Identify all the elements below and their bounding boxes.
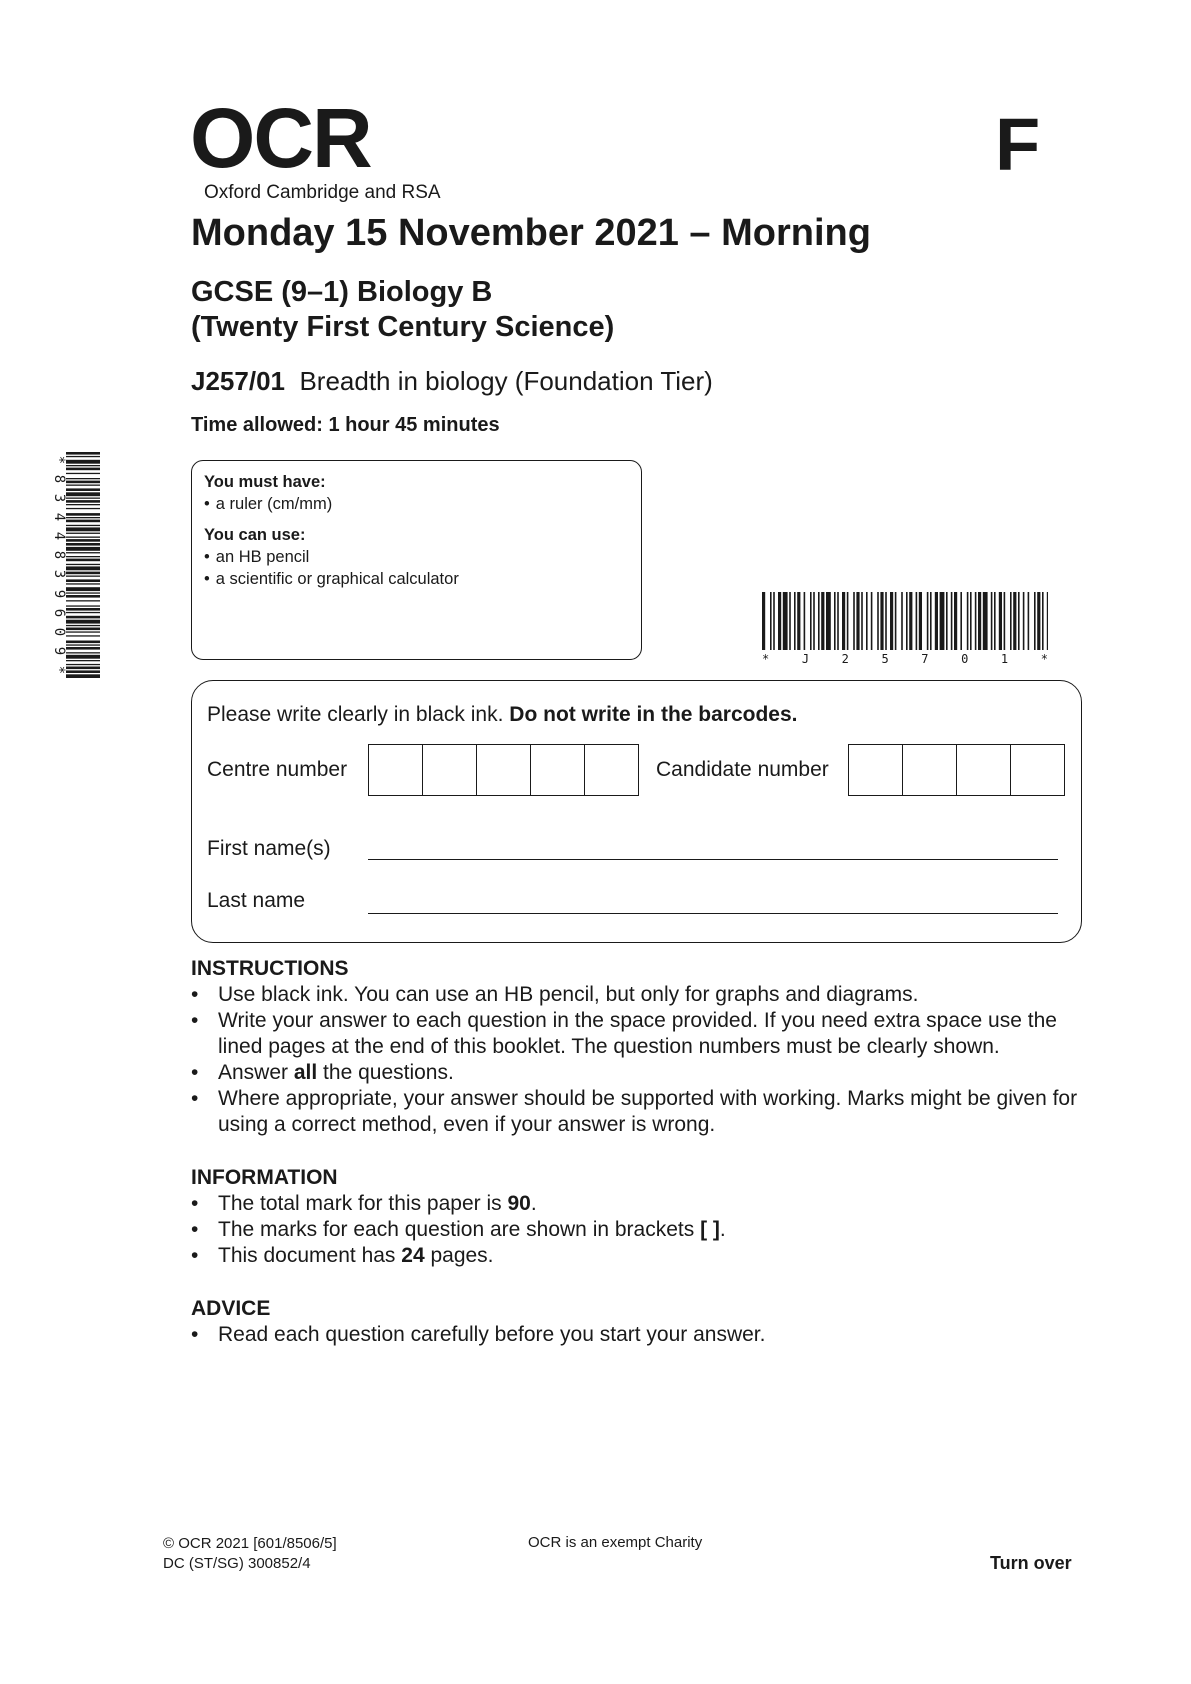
must-have-heading: You must have: bbox=[204, 473, 326, 491]
centre-number-label: Centre number bbox=[207, 758, 348, 781]
can-use-heading: You can use: bbox=[204, 525, 306, 544]
information-text: . bbox=[530, 1192, 537, 1215]
centre-digit-box[interactable] bbox=[423, 745, 477, 795]
barcode-digit: * bbox=[51, 665, 67, 675]
tier-letter: F bbox=[995, 103, 1041, 186]
instructions-section bbox=[191, 956, 1091, 1138]
total-marks: 90 bbox=[507, 1192, 531, 1215]
information-text: The marks for each question are shown in brackets bbox=[218, 1218, 701, 1241]
information-section bbox=[191, 1165, 1091, 1269]
ink-instruction-text: Please write clearly in black ink. bbox=[207, 703, 504, 726]
ocr-logo bbox=[190, 91, 450, 206]
ink-instruction bbox=[207, 703, 798, 727]
centre-digit-box[interactable] bbox=[369, 745, 423, 795]
subject-title bbox=[191, 275, 614, 346]
subject-line-1: GCSE (9–1) Biology B bbox=[191, 276, 493, 308]
first-name-line[interactable] bbox=[368, 859, 1058, 860]
instruction-item: • Where appropriate, your answer should be supported with working. Marks might be given for using a correct method, even if your answer is wrong. bbox=[191, 1086, 1091, 1138]
first-name-label: First name(s) bbox=[207, 837, 331, 860]
barcode-digit: 9 bbox=[51, 646, 67, 655]
exam-date: Monday 15 November 2021 – Morning bbox=[191, 212, 871, 254]
advice-section bbox=[191, 1296, 1091, 1348]
information-text: pages. bbox=[424, 1244, 494, 1267]
barcode-digit: 8 bbox=[51, 474, 67, 484]
candidate-digit-box[interactable] bbox=[849, 745, 903, 795]
instruction-text: the questions. bbox=[317, 1061, 454, 1084]
information-item bbox=[191, 1243, 1091, 1269]
barcode-digit: 3 bbox=[51, 493, 67, 503]
barcode-char: 2 bbox=[841, 652, 849, 666]
paper-code-line bbox=[191, 366, 713, 397]
instructions-heading: INSTRUCTIONS bbox=[191, 957, 349, 980]
logo-subtitle: Oxford Cambridge and RSA bbox=[204, 182, 441, 203]
information-text: . bbox=[719, 1218, 726, 1241]
barcode-char: 1 bbox=[1000, 652, 1009, 666]
information-text: The total mark for this paper is bbox=[218, 1192, 508, 1215]
centre-digit-box[interactable] bbox=[585, 745, 638, 795]
turn-over: Turn over bbox=[990, 1553, 1072, 1573]
barcode-digit: 4 bbox=[51, 513, 67, 522]
candidate-digit-box[interactable] bbox=[1011, 745, 1064, 795]
information-item bbox=[191, 1217, 1091, 1243]
advice-item: • Read each question carefully before you start your answer. bbox=[191, 1322, 1091, 1348]
document-code: DC (ST/SG) 300852/4 bbox=[163, 1555, 311, 1572]
subject-line-2: (Twenty First Century Science) bbox=[191, 311, 615, 344]
barcode-digit: * bbox=[51, 455, 67, 465]
candidate-number-field[interactable] bbox=[848, 744, 1065, 796]
barcode-digit: 3 bbox=[51, 570, 67, 579]
footer-codes bbox=[163, 1534, 337, 1574]
centre-digit-box[interactable] bbox=[477, 745, 531, 795]
information-heading: INFORMATION bbox=[191, 1166, 338, 1189]
barcode-char: 0 bbox=[961, 652, 969, 666]
must-have-item: • a ruler (cm/mm) bbox=[204, 493, 629, 515]
marks-brackets: [ ] bbox=[700, 1218, 720, 1241]
last-name-line[interactable] bbox=[368, 913, 1058, 914]
page-count: 24 bbox=[401, 1244, 425, 1267]
barcode-digit: 8 bbox=[51, 551, 67, 560]
candidate-digit-box[interactable] bbox=[957, 745, 1011, 795]
candidate-number-label: Candidate number bbox=[656, 758, 829, 781]
copyright-notice: © OCR 2021 [601/8506/5] bbox=[163, 1535, 337, 1552]
instruction-text: Answer bbox=[218, 1061, 294, 1084]
information-item bbox=[191, 1191, 1091, 1217]
barcode-digit: 4 bbox=[51, 532, 67, 541]
can-use-item: • an HB pencil bbox=[204, 546, 629, 568]
paper-barcode bbox=[762, 592, 1048, 650]
side-barcode-number bbox=[52, 452, 66, 678]
instruction-item: • Write your answer to each question in the space provided. If you need extra space use the lined pages at the end of this booklet. The question numbers must be clearly shown. bbox=[191, 1008, 1091, 1060]
barcode-char: 7 bbox=[921, 652, 929, 666]
candidate-details-box bbox=[191, 680, 1082, 943]
barcode-digit: 0 bbox=[51, 627, 67, 636]
paper-title: Breadth in biology (Foundation Tier) bbox=[299, 366, 713, 396]
information-text: This document has bbox=[218, 1244, 402, 1267]
paper-code: J257/01 bbox=[191, 366, 285, 396]
instruction-item: • Use black ink. You can use an HB pencil, but only for graphs and diagrams. bbox=[191, 982, 1091, 1008]
last-name-label: Last name bbox=[207, 889, 306, 912]
advice-heading: ADVICE bbox=[191, 1297, 271, 1320]
candidate-digit-box[interactable] bbox=[903, 745, 957, 795]
centre-digit-box[interactable] bbox=[531, 745, 585, 795]
barcode-digit: 6 bbox=[51, 608, 67, 617]
equipment-box bbox=[191, 460, 642, 660]
instruction-item bbox=[191, 1060, 1091, 1086]
time-allowed: Time allowed: 1 hour 45 minutes bbox=[191, 414, 500, 436]
barcode-digit: 9 bbox=[51, 589, 67, 598]
barcode-char: * bbox=[1040, 652, 1048, 666]
logo-mark: OCR bbox=[190, 91, 371, 185]
instruction-emphasis: all bbox=[293, 1061, 318, 1084]
paper-barcode-text bbox=[762, 652, 1048, 666]
charity-notice: OCR is an exempt Charity bbox=[528, 1534, 703, 1551]
barcode-char: 5 bbox=[881, 652, 889, 666]
barcode-char: J bbox=[801, 652, 810, 666]
barcode-char: * bbox=[762, 652, 770, 666]
can-use-item: • a scientific or graphical calculator bbox=[204, 568, 629, 590]
centre-number-field[interactable] bbox=[368, 744, 639, 796]
barcode-warning: Do not write in the barcodes. bbox=[509, 703, 798, 726]
